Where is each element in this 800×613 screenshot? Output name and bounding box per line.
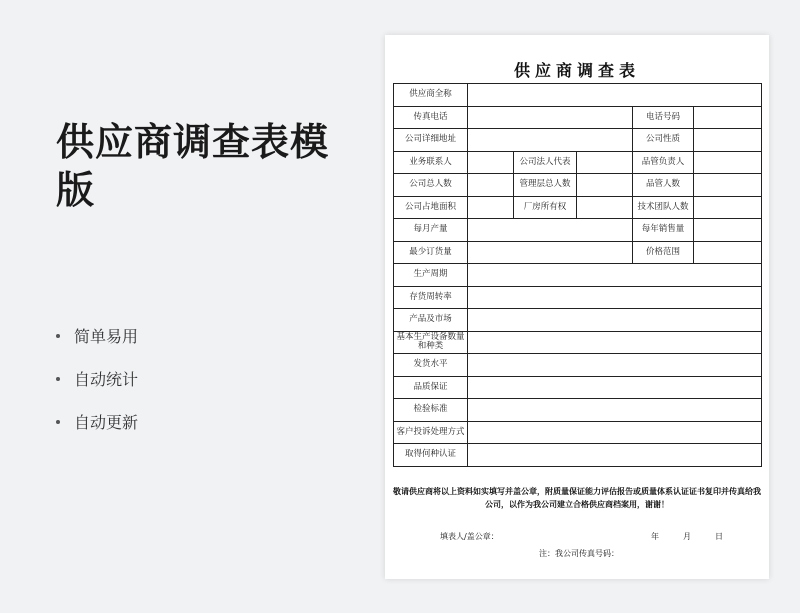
fax-note: 注：我公司传真号码： xyxy=(539,549,619,558)
form-label-cell: 发货水平 xyxy=(394,354,468,377)
form-value-cell[interactable] xyxy=(468,354,762,377)
form-value-cell[interactable] xyxy=(694,241,762,264)
form-label-cell: 基本生产设备数量和种类 xyxy=(394,331,468,354)
feature-list xyxy=(56,314,138,443)
form-row xyxy=(394,106,762,129)
form-label-cell: 业务联系人 xyxy=(394,151,468,174)
form-label-cell: 每年销售量 xyxy=(633,219,694,242)
form-label-cell: 技术团队人数 xyxy=(633,196,694,219)
form-row xyxy=(394,84,762,107)
month-label: 月 xyxy=(683,532,691,541)
page-heading: 供应商调查表模版 xyxy=(56,120,330,212)
form-value-cell[interactable] xyxy=(468,264,762,287)
form-label-cell: 品质保证 xyxy=(394,376,468,399)
form-value-cell[interactable] xyxy=(577,151,633,174)
form-value-cell[interactable] xyxy=(468,151,514,174)
form-value-cell[interactable] xyxy=(468,129,633,152)
feature-label: 简单易用 xyxy=(74,327,139,346)
form-label-cell: 管理层总人数 xyxy=(514,174,577,197)
form-row xyxy=(394,286,762,309)
form-value-cell[interactable] xyxy=(468,106,633,129)
form-label-cell: 供应商全称 xyxy=(394,84,468,107)
form-row xyxy=(394,309,762,332)
form-value-cell[interactable] xyxy=(468,286,762,309)
form-label-cell: 客户投诉处理方式 xyxy=(394,421,468,444)
form-label-cell: 品管人数 xyxy=(633,174,694,197)
form-label-cell: 电话号码 xyxy=(633,106,694,129)
form-row xyxy=(394,196,762,219)
bullet-icon xyxy=(56,377,60,381)
feature-label: 自动更新 xyxy=(74,413,139,432)
form-value-cell[interactable] xyxy=(694,174,762,197)
year-label: 年 xyxy=(651,532,659,541)
form-row xyxy=(394,241,762,264)
form-value-cell[interactable] xyxy=(694,196,762,219)
form-row xyxy=(394,376,762,399)
form-label-cell: 厂房所有权 xyxy=(514,196,577,219)
form-value-cell[interactable] xyxy=(468,421,762,444)
form-row xyxy=(394,444,762,467)
form-value-cell[interactable] xyxy=(468,444,762,467)
feature-item xyxy=(56,314,138,357)
form-label-cell: 公司性质 xyxy=(633,129,694,152)
form-label-cell: 公司总人数 xyxy=(394,174,468,197)
form-value-cell[interactable] xyxy=(577,174,633,197)
form-label-cell: 产品及市场 xyxy=(394,309,468,332)
feature-item xyxy=(56,400,138,443)
form-row xyxy=(394,399,762,422)
form-label-cell: 价格范围 xyxy=(633,241,694,264)
form-label-cell: 存货周转率 xyxy=(394,286,468,309)
document-preview xyxy=(385,35,769,579)
form-row xyxy=(394,264,762,287)
form-value-cell[interactable] xyxy=(694,106,762,129)
feature-label: 自动统计 xyxy=(74,370,139,389)
form-label-cell: 公司详细地址 xyxy=(394,129,468,152)
form-value-cell[interactable] xyxy=(468,174,514,197)
form-row xyxy=(394,219,762,242)
form-value-cell[interactable] xyxy=(468,84,762,107)
bullet-icon xyxy=(56,420,60,424)
form-label-cell: 生产周期 xyxy=(394,264,468,287)
form-label-cell: 最少订货量 xyxy=(394,241,468,264)
form-label-cell: 取得何种认证 xyxy=(394,444,468,467)
form-row xyxy=(394,174,762,197)
form-value-cell[interactable] xyxy=(468,331,762,354)
form-value-cell[interactable] xyxy=(468,219,633,242)
date-labels xyxy=(651,531,723,542)
form-row xyxy=(394,421,762,444)
signature-label: 填表人/盖公章： xyxy=(440,532,499,541)
bullet-icon xyxy=(56,334,60,338)
form-value-cell[interactable] xyxy=(468,399,762,422)
form-label-cell: 检验标准 xyxy=(394,399,468,422)
feature-item xyxy=(56,357,138,400)
form-value-cell[interactable] xyxy=(577,196,633,219)
form-row xyxy=(394,331,762,354)
form-value-cell[interactable] xyxy=(468,196,514,219)
form-value-cell[interactable] xyxy=(694,219,762,242)
form-row xyxy=(394,129,762,152)
form-label-cell: 每月产量 xyxy=(394,219,468,242)
form-value-cell[interactable] xyxy=(468,376,762,399)
form-value-cell[interactable] xyxy=(694,129,762,152)
form-label-cell: 公司法人代表 xyxy=(514,151,577,174)
form-value-cell[interactable] xyxy=(468,241,633,264)
day-label: 日 xyxy=(715,532,723,541)
form-value-cell[interactable] xyxy=(694,151,762,174)
document-title: 供应商调查表 xyxy=(513,61,640,80)
form-value-cell[interactable] xyxy=(468,309,762,332)
form-label-cell: 公司占地面积 xyxy=(394,196,468,219)
form-row xyxy=(394,354,762,377)
form-row xyxy=(394,151,762,174)
form-label-cell: 品管负责人 xyxy=(633,151,694,174)
instruction-note: 敬请供应商将以上资料如实填写并盖公章，附质量保证能力评估报告或质量体系认证证书复印并传真给我公司，以作为我公司建立合格供应商档案用，谢谢！ xyxy=(393,486,761,509)
survey-form-table xyxy=(393,83,762,467)
form-label-cell: 传真电话 xyxy=(394,106,468,129)
